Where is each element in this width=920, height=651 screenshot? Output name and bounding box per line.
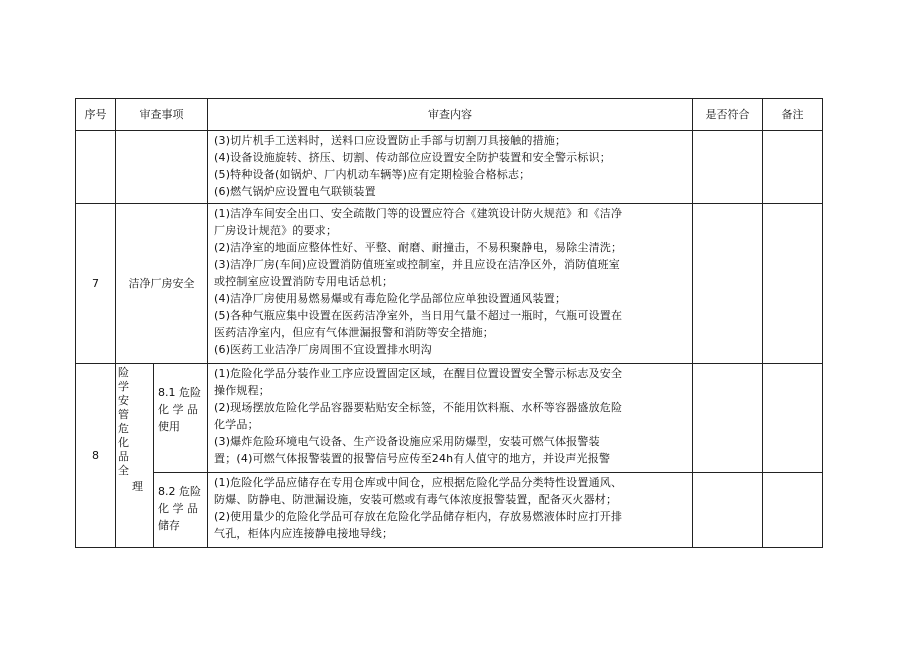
- content-line: (1)危险化学品应储存在专用仓库或中间仓，应根据危险化学品分类特性设置通风、: [214, 476, 623, 489]
- content-line: 或控制室应设置消防专用电话总机；: [214, 275, 394, 288]
- content-line: (3)洁净厂房(车间)应设置消防值班室或控制室，并且应设在洁净区外，消防值班室: [214, 258, 620, 271]
- row8-item-char: 安: [118, 394, 129, 407]
- content-line: (1)洁净车间安全出口、安全疏散门等的设置应符合《建筑设计防火规范》和《洁净: [214, 207, 623, 220]
- row8-item-char: 化: [118, 436, 129, 449]
- sub-label-line: 化 学 品: [158, 403, 198, 416]
- header-remark: 备注: [763, 99, 823, 131]
- content-line: (3)切片机手工送料时，送料口应设置防止手部与切割刀具接触的措施；: [214, 134, 567, 147]
- sub-label-line: 8.1 危险: [158, 386, 201, 399]
- content-line: (3)爆炸危险环境电气设备、生产设备设施应采用防爆型，安装可燃气体报警装: [214, 435, 600, 448]
- content-line: (6)燃气锅炉应设置电气联锁装置: [214, 185, 376, 198]
- row7-conform-cell: [693, 204, 763, 364]
- content-line: 气孔，柜体内应连接静电接地导线；: [214, 527, 394, 540]
- content-line: (4)洁净厂房使用易燃易爆或有毒危险化学品部位应单独设置通风装置；: [214, 292, 567, 305]
- table-row-7: [76, 204, 823, 364]
- row8-sub1-content: [208, 364, 693, 473]
- sub-label-line: 化 学 品: [158, 502, 198, 515]
- row8-item: [116, 364, 154, 548]
- row8-item-char: 危: [118, 422, 129, 435]
- content-line: (5)特种设备(如锅炉、厂内机动车辆等)应有定期检验合格标志；: [214, 168, 531, 181]
- content-line: (2)洁净室的地面应整体性好、平整、耐磨、耐撞击，不易积聚静电，易除尘清洗；: [214, 241, 623, 254]
- row8-sub2-content: [208, 473, 693, 548]
- content-line: (6)医药工业洁净厂房周围不宜设置排水明沟: [214, 343, 432, 356]
- row8-item-char: 管: [118, 408, 129, 421]
- row8-item-char: 全: [118, 464, 129, 477]
- row8b-remark-cell: [763, 473, 823, 548]
- content-line: (1)危险化学品分装作业工序应设置固定区域，在醒目位置设置安全警示标志及安全: [214, 367, 623, 380]
- continued-remark-cell: [763, 131, 823, 204]
- row8-item-char: 品: [118, 450, 129, 463]
- row8-item-char: 险: [118, 366, 129, 379]
- sub-label-line: 储存: [158, 519, 180, 532]
- header-content: 审查内容: [208, 99, 693, 131]
- continued-conform-cell: [693, 131, 763, 204]
- table-row-8a: [76, 364, 823, 473]
- content-line: (4)设备设施旋转、挤压、切割、传动部位应设置安全防护装置和安全警示标识；: [214, 151, 611, 164]
- row8a-remark-cell: [763, 364, 823, 473]
- row8a-conform-cell: [693, 364, 763, 473]
- content-line: 置；(4)可燃气体报警装置的报警信号应传至24h有人值守的地方，并设声光报警: [214, 452, 611, 465]
- content-line: 防爆、防静电、防泄漏设施，安装可燃或有毒气体浓度报警装置，配备灭火器材；: [214, 493, 618, 506]
- table-header-row: [76, 99, 823, 131]
- content-line: 操作规程；: [214, 384, 270, 397]
- row7-item: 洁净厂房安全: [116, 204, 208, 364]
- table-row-continued: [76, 131, 823, 204]
- row7-remark-cell: [763, 204, 823, 364]
- continued-no: [76, 131, 116, 204]
- continued-item: [116, 131, 208, 204]
- row8-item-char: 学: [118, 380, 129, 393]
- header-conform: 是否符合: [693, 99, 763, 131]
- header-item: 审查事项: [116, 99, 208, 131]
- table-row-8b: [76, 473, 823, 548]
- row7-no: 7: [76, 204, 116, 364]
- header-no: 序号: [76, 99, 116, 131]
- content-line: 医药洁净室内，但应有气体泄漏报警和消防等安全措施；: [214, 326, 494, 339]
- content-line: (2)使用量少的危险化学品可存放在危险化学品储存柜内，存放易燃液体时应打开排: [214, 510, 623, 523]
- continued-content: [208, 131, 693, 204]
- sub-label-line: 使用: [158, 420, 180, 433]
- row8-no: 8: [76, 364, 116, 548]
- sub-label-line: 8.2 危险: [158, 485, 201, 498]
- content-line: 化学品；: [214, 418, 259, 431]
- row8b-conform-cell: [693, 473, 763, 548]
- content-line: (2)现场摆放危险化学品容器要粘贴安全标签，不能用饮料瓶、水杯等容器盛放危险: [214, 401, 623, 414]
- row7-content: [208, 204, 693, 364]
- row8-sub2-label: [154, 473, 208, 548]
- row8-sub1-label: [154, 364, 208, 473]
- content-line: (5)各种气瓶应集中设置在医药洁净室外，当日用气量不超过一瓶时，气瓶可设置在: [214, 309, 623, 322]
- row8-item-tail: 理: [132, 480, 143, 493]
- content-line: 厂房设计规范》的要求；: [214, 224, 338, 237]
- inspection-table: [75, 98, 823, 548]
